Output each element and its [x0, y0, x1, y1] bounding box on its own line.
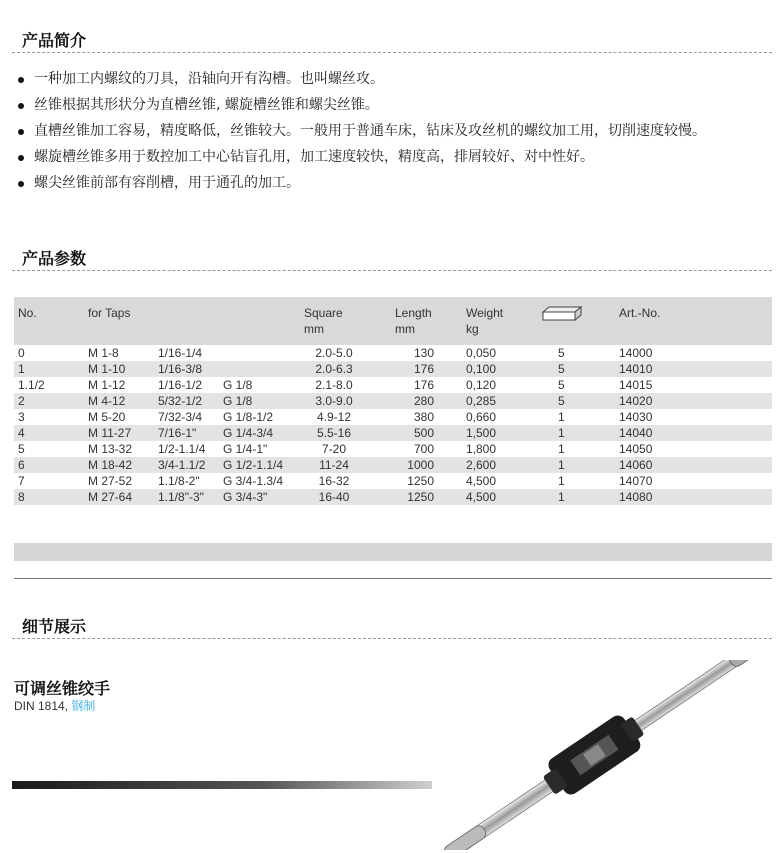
cell-no: 6	[18, 458, 25, 472]
table-row	[14, 473, 772, 489]
cell-pack: 1	[558, 426, 565, 440]
cell-m: M 1-10	[88, 362, 126, 376]
cell-g: G 3/4-1.3/4	[223, 474, 284, 488]
cell-length: 1250	[407, 490, 434, 504]
tap-wrench-image	[420, 660, 776, 850]
cell-no: 4	[18, 426, 25, 440]
cell-g: G 3/4-3"	[223, 490, 268, 504]
product-material-link[interactable]: 钢制	[71, 699, 96, 713]
package-box-icon	[541, 306, 583, 326]
cell-square: 2.1-8.0	[315, 378, 353, 392]
cell-g: G 1/8	[223, 394, 253, 408]
col-weight: Weight kg	[466, 306, 504, 336]
cell-pack: 1	[558, 410, 565, 424]
cell-pack: 1	[558, 490, 565, 504]
cell-inch: 1/16-1/2	[158, 378, 203, 392]
col-length: Length mm	[395, 306, 432, 336]
cell-square: 16-40	[318, 490, 350, 504]
cell-inch: 5/32-1/2	[158, 394, 203, 408]
cell-art: 14010	[619, 362, 653, 376]
cell-square: 2.0-5.0	[315, 346, 353, 360]
product-name: 可调丝锥绞手	[14, 679, 111, 698]
cell-m: M 1-12	[88, 378, 126, 392]
cell-m: M 1-8	[88, 346, 119, 360]
cell-square: 16-32	[318, 474, 350, 488]
table-row	[14, 489, 772, 505]
table-bottom-line	[14, 578, 772, 579]
cell-inch: 3/4-1.1/2	[158, 458, 206, 472]
col-art-no: Art.-No.	[619, 306, 661, 320]
cell-square: 11-24	[319, 458, 349, 472]
list-item: 直槽丝锥加工容易，精度略低，丝锥较大。一般用于普通车床，钻床及攻丝机的螺纹加工用，切削速度较慢。	[18, 122, 770, 141]
cell-m: M 18-42	[88, 458, 133, 472]
cell-art: 14080	[619, 490, 653, 504]
cell-square: 5.5-16	[316, 426, 352, 440]
table-row	[14, 409, 772, 425]
divider	[12, 638, 772, 639]
intro-title: 产品简介	[22, 31, 87, 50]
cell-g: G 1/4-1"	[223, 442, 268, 456]
cell-m: M 27-52	[88, 474, 133, 488]
table-body	[14, 345, 772, 505]
params-title: 产品参数	[22, 249, 87, 268]
cell-weight: 0,660	[466, 410, 497, 424]
cell-weight: 4,500	[466, 490, 497, 504]
divider	[12, 270, 772, 271]
cell-g: G 1/4-3/4	[223, 426, 274, 440]
details-title: 细节展示	[22, 617, 87, 636]
cell-no: 3	[18, 410, 25, 424]
cell-no: 1.1/2	[18, 378, 45, 392]
cell-inch: 1/16-1/4	[158, 346, 203, 360]
table-row	[14, 457, 772, 473]
cell-no: 1	[18, 362, 25, 376]
cell-square: 3.0-9.0	[315, 394, 353, 408]
cell-weight: 0,100	[466, 362, 497, 376]
divider	[12, 52, 772, 53]
cell-no: 8	[18, 490, 25, 504]
cell-inch: 1/2-1.1/4	[158, 442, 206, 456]
cell-art: 14030	[619, 410, 653, 424]
list-item: 丝锥根据其形状分为直槽丝锥, 螺旋槽丝锥和螺尖丝锥。	[18, 96, 770, 115]
cell-g: G 1/2-1.1/4	[223, 458, 284, 472]
table-row	[14, 393, 772, 409]
cell-length: 176	[413, 362, 434, 376]
cell-weight: 0,120	[466, 378, 497, 392]
cell-no: 2	[18, 394, 25, 408]
cell-g: G 1/8-1/2	[223, 410, 274, 424]
cell-pack: 5	[558, 362, 565, 376]
product-subtitle	[14, 697, 95, 714]
intro-list	[18, 70, 770, 200]
list-item: 螺旋槽丝锥多用于数控加工中心钻盲孔用，加工速度较快，精度高，排屑较好、对中性好。	[18, 148, 770, 167]
cell-square: 7-20	[321, 442, 347, 456]
cell-weight: 0,050	[466, 346, 497, 360]
cell-no: 5	[18, 442, 25, 456]
cell-m: M 4-12	[88, 394, 126, 408]
cell-length: 1000	[407, 458, 434, 472]
cell-art: 14050	[619, 442, 653, 456]
table-footer-band	[14, 543, 772, 561]
cell-inch: 1.1/8"-3"	[158, 490, 204, 504]
list-item: 一种加工内螺纹的刀具，沿轴向开有沟槽。也叫螺丝攻。	[18, 70, 770, 89]
cell-weight: 1,500	[466, 426, 497, 440]
col-square: Square mm	[304, 306, 343, 336]
cell-weight: 4,500	[466, 474, 497, 488]
table-row	[14, 377, 772, 393]
cell-square: 2.0-6.3	[315, 362, 353, 376]
cell-length: 176	[413, 378, 434, 392]
cell-pack: 1	[558, 474, 565, 488]
table-row	[14, 345, 772, 361]
cell-m: M 13-32	[88, 442, 133, 456]
cell-pack: 5	[558, 394, 565, 408]
cell-weight: 1,800	[466, 442, 497, 456]
cell-inch: 7/16-1"	[158, 426, 197, 440]
cell-g: G 1/8	[223, 378, 253, 392]
cell-length: 500	[413, 426, 434, 440]
table-row	[14, 441, 772, 457]
cell-length: 1250	[407, 474, 434, 488]
table-row	[14, 361, 772, 377]
table-row	[14, 425, 772, 441]
cell-no: 0	[18, 346, 25, 360]
cell-pack: 1	[558, 458, 565, 472]
cell-inch: 1.1/8-2"	[158, 474, 200, 488]
table-header	[14, 297, 772, 345]
cell-art: 14070	[619, 474, 653, 488]
cell-pack: 5	[558, 378, 565, 392]
cell-length: 380	[413, 410, 434, 424]
decorative-gradient-line	[12, 781, 432, 789]
cell-art: 14000	[619, 346, 653, 360]
list-item: 螺尖丝锥前部有容削槽，用于通孔的加工。	[18, 174, 770, 193]
cell-no: 7	[18, 474, 25, 488]
cell-art: 14060	[619, 458, 653, 472]
cell-pack: 5	[558, 346, 565, 360]
cell-art: 14040	[619, 426, 653, 440]
cell-length: 280	[413, 394, 434, 408]
spec-table	[14, 297, 772, 505]
cell-inch: 7/32-3/4	[158, 410, 203, 424]
cell-weight: 0,285	[466, 394, 497, 408]
cell-weight: 2,600	[466, 458, 497, 472]
cell-art: 14015	[619, 378, 653, 392]
col-no: No.	[18, 306, 37, 320]
cell-pack: 1	[558, 442, 565, 456]
cell-m: M 11-27	[88, 426, 132, 440]
cell-m: M 27-64	[88, 490, 133, 504]
cell-square: 4.9-12	[316, 410, 352, 424]
cell-inch: 1/16-3/8	[158, 362, 203, 376]
product-standard: DIN 1814,	[14, 699, 69, 713]
cell-length: 700	[413, 442, 434, 456]
cell-m: M 5-20	[88, 410, 126, 424]
cell-art: 14020	[619, 394, 653, 408]
col-for-taps: for Taps	[88, 306, 131, 320]
cell-length: 130	[413, 346, 434, 360]
